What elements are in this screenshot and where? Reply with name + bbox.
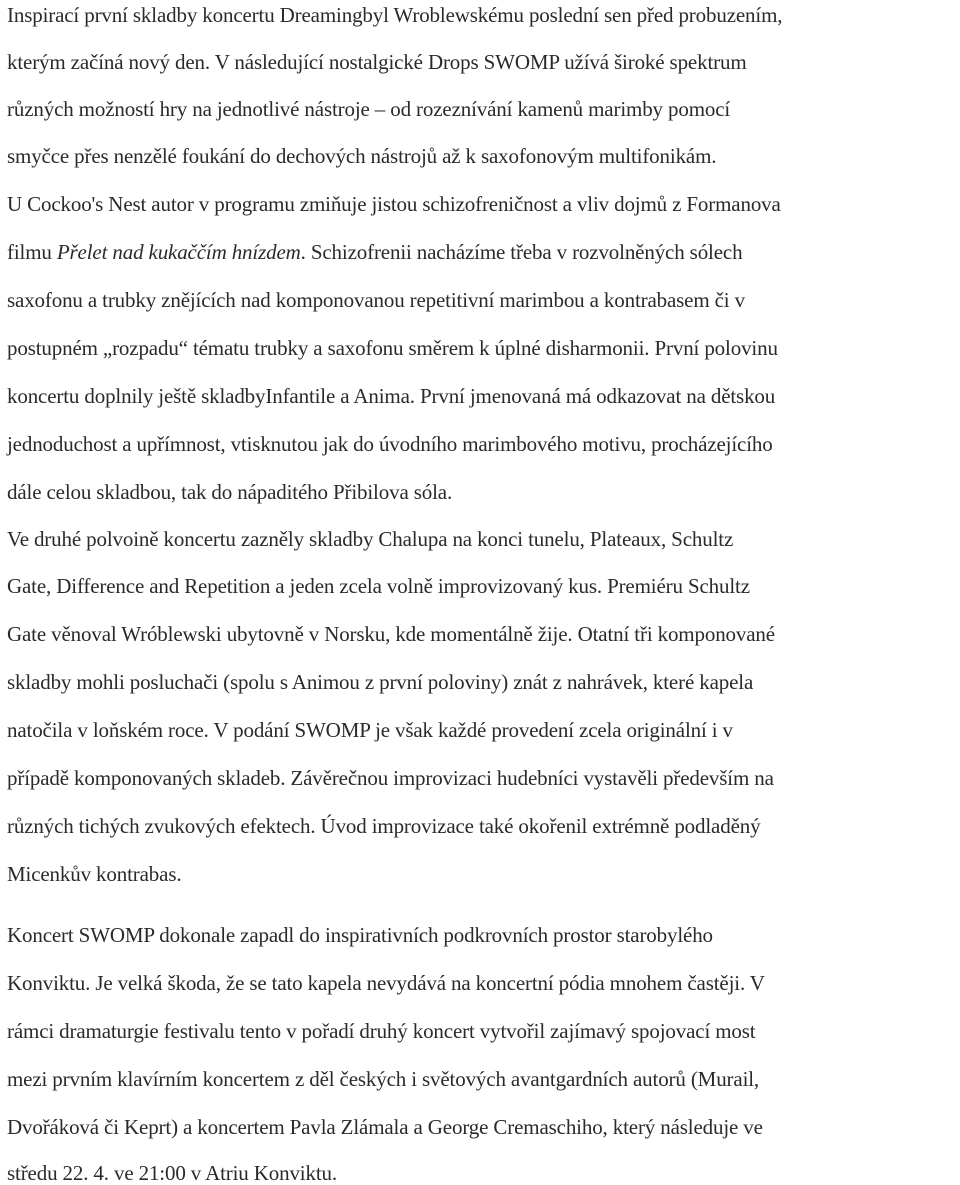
text-run: různých možností hry na jednotlivé nástroje – od rozeznívání kamenů marimby pomocí <box>7 97 731 121</box>
text-run: Micenkův kontrabas. <box>7 862 182 886</box>
text-run: Konviktu. Je velká škoda, že se tato kapela nevydává na koncertní pódia mnohem častěji. V <box>7 971 765 995</box>
text-line <box>7 480 452 504</box>
text-run: rámci dramaturgie festivalu tento v pořadí druhý koncert vytvořil zajímavý spojovací most <box>7 1019 756 1043</box>
text-run: mezi prvním klavírním koncertem z děl českých i světových avantgardních autorů (Murail, <box>7 1067 760 1091</box>
text-line <box>7 1019 755 1043</box>
text-run: dále celou skladbou, tak do nápaditého Přibilova sóla. <box>7 480 453 504</box>
text-run: Gate věnoval Wróblewski ubytovně v Norsku, kde momentálně žije. Otatní tři komponované <box>7 622 775 646</box>
text-line <box>7 432 773 456</box>
text-run: Inspirací první skladby koncertu Dreamingbyl Wroblewskému poslední sen před probuzením, <box>7 3 783 27</box>
text-line <box>7 971 765 995</box>
text-line <box>7 574 750 598</box>
text-line <box>7 1161 337 1185</box>
text-run: Ve druhé polvoině koncertu zazněly skladby Chalupa na konci tunelu, Plateaux, Schultz <box>7 527 734 551</box>
text-line <box>7 336 778 360</box>
text-line <box>7 718 733 742</box>
text-run: jednoduchost a upřímnost, vtisknutou jak do úvodního marimbového motivu, procházejícího <box>7 432 773 456</box>
italic-text-run: Přelet nad kukaččím hnízdem <box>56 240 301 264</box>
text-line <box>7 1115 763 1139</box>
text-line <box>7 923 713 947</box>
text-line <box>7 144 716 168</box>
text-run: . Schizofrenii nacházíme třeba v rozvolněných sólech <box>300 240 743 264</box>
text-run: Koncert SWOMP dokonale zapadl do inspirativních podkrovních prostor starobylého <box>7 923 713 947</box>
text-line <box>7 622 775 646</box>
text-line <box>7 670 753 694</box>
text-run: U Cockoo's Nest autor v programu zmiňuje jistou schizofreničnost a vliv dojmů z Formanova <box>7 192 781 216</box>
text-run: filmu <box>7 240 57 264</box>
text-line <box>7 3 782 27</box>
text-line <box>7 50 747 74</box>
text-line <box>7 192 781 216</box>
text-run: skladby mohli posluchači (spolu s Animou z první poloviny) znát z nahrávek, které kapela <box>7 670 754 694</box>
text-run: různých tichých zvukových efektech. Úvod improvizace také okořenil extrémně podladěný <box>7 814 761 838</box>
text-run: Gate, Difference and Repetition a jeden zcela volně improvizovaný kus. Premiéru Schultz <box>7 574 750 598</box>
text-run: natočila v loňském roce. V podání SWOMP je však každé provedení zcela originální i v <box>7 718 733 742</box>
text-line <box>7 1067 759 1091</box>
text-line <box>7 527 733 551</box>
text-run: Dvořáková či Keprt) a koncertem Pavla Zlámala a George Cremaschiho, který následuje ve <box>7 1115 763 1139</box>
text-run: koncertu doplnily ještě skladbyInfantile a Anima. První jmenovaná má odkazovat na dětskou <box>7 384 776 408</box>
text-run: kterým začíná nový den. V následující nostalgické Drops SWOMP užívá široké spektrum <box>7 50 747 74</box>
text-line <box>7 97 730 121</box>
text-run: saxofonu a trubky znějících nad komponovanou repetitivní marimbou a kontrabasem či v <box>7 288 745 312</box>
text-line <box>7 814 760 838</box>
text-run: postupném „rozpadu“ tématu trubky a saxofonu směrem k úplné disharmonii. První polovinu <box>7 336 778 360</box>
text-line <box>7 240 742 264</box>
text-line <box>7 384 775 408</box>
text-run: středu 22. 4. ve 21:00 v Atriu Konviktu. <box>7 1161 337 1185</box>
text-run: smyčce přes nenzělé foukání do dechových nástrojů až k saxofonovým multifonikám. <box>7 144 717 168</box>
text-run: případě komponovaných skladeb. Závěrečnou improvizaci hudebníci vystavěli především na <box>7 766 774 790</box>
text-line <box>7 288 745 312</box>
text-line <box>7 862 181 886</box>
text-line <box>7 766 774 790</box>
